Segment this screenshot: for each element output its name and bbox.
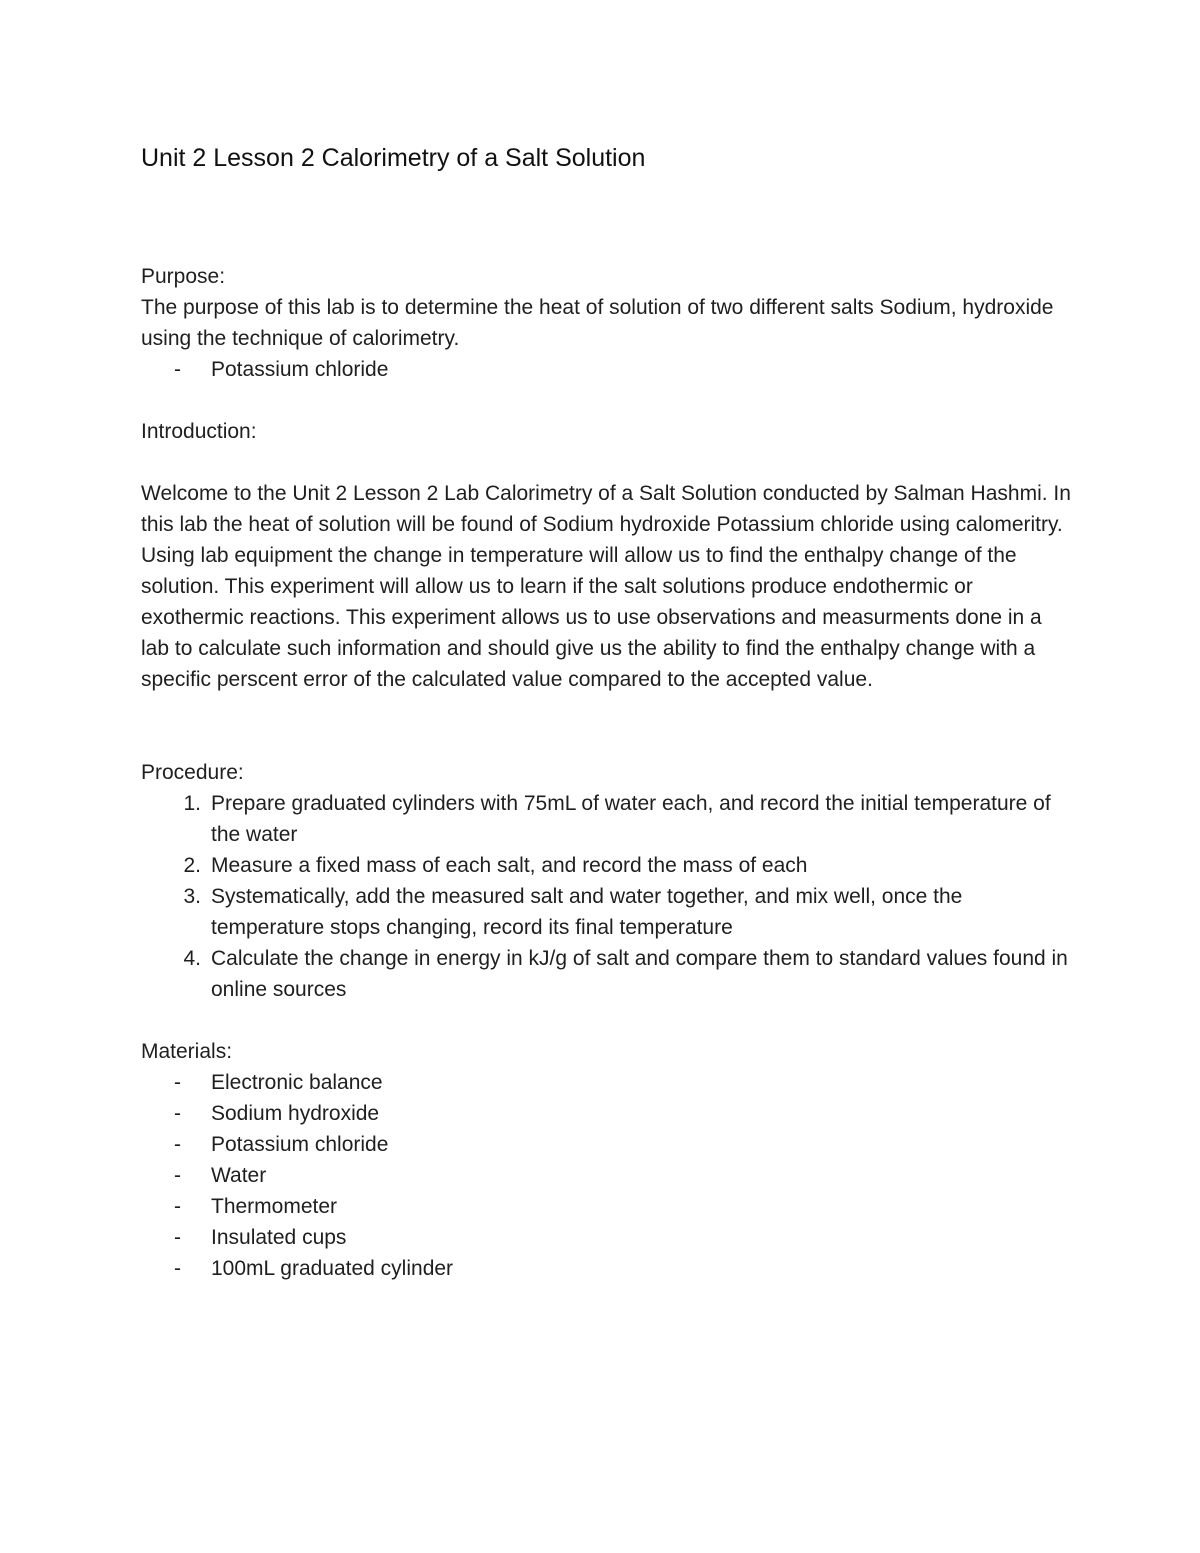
bullet-marker: -: [174, 1071, 181, 1094]
purpose-bullet-list: [141, 354, 1071, 385]
list-item: [141, 354, 1071, 385]
step-text: Prepare graduated cylinders with 75mL of water each, and record the initial temperature of the water: [211, 792, 1051, 846]
list-item: [141, 1222, 1071, 1253]
purpose-section: [141, 261, 1071, 385]
document-title: Unit 2 Lesson 2 Calorimetry of a Salt Solution: [141, 144, 646, 172]
bullet-marker: -: [174, 1257, 181, 1280]
material-item-text: Potassium chloride: [211, 1133, 389, 1156]
list-item: [141, 943, 1071, 1005]
materials-heading: Materials:: [141, 1040, 233, 1063]
material-item-text: Electronic balance: [211, 1071, 383, 1094]
introduction-body: Welcome to the Unit 2 Lesson 2 Lab Calorimetry of a Salt Solution conducted by Salman Hashmi. In this lab the heat of solution will be found of Sodium hydroxide Potassium chloride using calomeritry. Using lab equipment the change in temperature will allow us to find the enthalpy change of the solution. This experiment will allow us to learn if the salt solutions produce endothermic or exothermic reactions. This experiment allows us to use observations and measurments done in a lab to calculate such information and should give us the ability to find the enthalpy change with a specific perscent error of the calculated value compared to the accepted value.: [141, 482, 1071, 691]
bullet-marker: -: [174, 358, 181, 381]
procedure-heading: Procedure:: [141, 761, 244, 784]
list-item: [141, 1253, 1071, 1284]
procedure-steps-list: [141, 788, 1071, 1005]
step-number: 3.: [183, 885, 201, 908]
purpose-heading: Purpose:: [141, 265, 226, 288]
material-item-text: 100mL graduated cylinder: [211, 1257, 454, 1280]
list-item: [141, 1129, 1071, 1160]
list-item: [141, 850, 1071, 881]
purpose-body: The purpose of this lab is to determine the heat of solution of two different salts Sodium, hydroxide using the technique of calorimetry.: [141, 296, 1054, 350]
materials-section: [141, 1036, 1071, 1284]
list-item: [141, 1160, 1071, 1191]
step-number: 2.: [183, 854, 201, 877]
material-item-text: Water: [211, 1164, 267, 1187]
procedure-section: [141, 757, 1071, 1005]
materials-list: [141, 1067, 1071, 1284]
bullet-marker: -: [174, 1102, 181, 1125]
step-number: 4.: [183, 947, 201, 970]
list-item: [141, 881, 1071, 943]
bullet-marker: -: [174, 1133, 181, 1156]
step-text: Calculate the change in energy in kJ/g of salt and compare them to standard values found in online sources: [211, 947, 1068, 1001]
list-item: [141, 1067, 1071, 1098]
list-item: [141, 788, 1071, 850]
introduction-section: [141, 416, 1071, 695]
step-text: Measure a fixed mass of each salt, and record the mass of each: [211, 854, 808, 877]
material-item-text: Thermometer: [211, 1195, 338, 1218]
material-item-text: Insulated cups: [211, 1226, 347, 1249]
introduction-heading: Introduction:: [141, 420, 257, 443]
purpose-bullet-text: Potassium chloride: [211, 358, 389, 381]
step-number: 1.: [183, 792, 201, 815]
list-item: [141, 1098, 1071, 1129]
step-text: Systematically, add the measured salt and water together, and mix well, once the temperature stops changing, record its final temperature: [211, 885, 963, 939]
document-page: [141, 140, 1071, 1284]
list-item: [141, 1191, 1071, 1222]
bullet-marker: -: [174, 1164, 181, 1187]
material-item-text: Sodium hydroxide: [211, 1102, 380, 1125]
bullet-marker: -: [174, 1195, 181, 1218]
bullet-marker: -: [174, 1226, 181, 1249]
